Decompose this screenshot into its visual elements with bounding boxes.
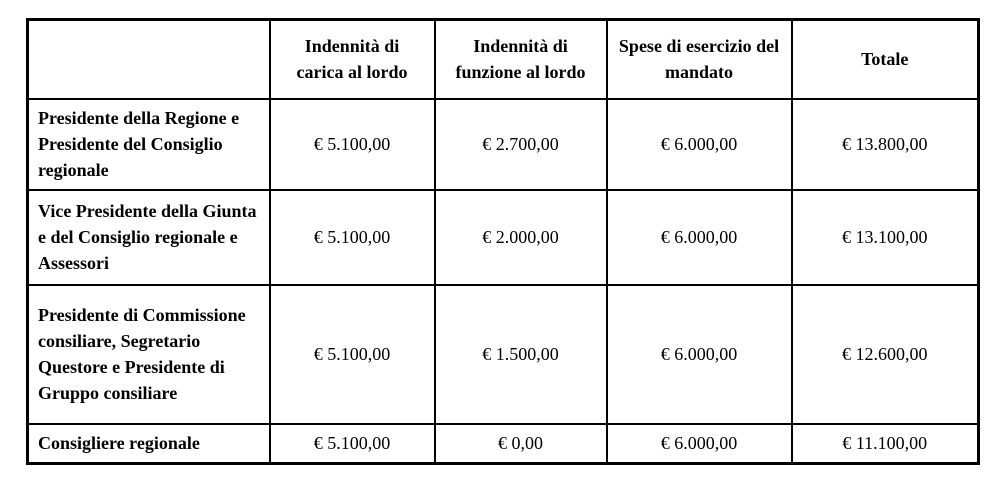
table-row-presidente-commissione [28,285,979,424]
cell-totale: € 13.800,00 [792,99,979,190]
table-row-vice-presidente [28,190,979,285]
column-header-empty [28,20,270,99]
cell-indennita-funzione: € 0,00 [435,424,607,464]
cell-indennita-funzione: € 2.700,00 [435,99,607,190]
table-row-presidente-regione [28,99,979,190]
cell-spese-esercizio: € 6.000,00 [607,190,792,285]
column-header-indennita-carica: Indennità di carica al lordo [270,20,435,99]
column-header-spese-esercizio: Spese di esercizio del mandato [607,20,792,99]
cell-spese-esercizio: € 6.000,00 [607,424,792,464]
column-header-indennita-funzione: Indennità di funzione al lordo [435,20,607,99]
table-row-consigliere-regionale [28,424,979,464]
cell-spese-esercizio: € 6.000,00 [607,99,792,190]
cell-totale: € 13.100,00 [792,190,979,285]
row-label: Presidente della Regione e Presidente del Consiglio regionale [28,99,270,190]
cell-indennita-carica: € 5.100,00 [270,285,435,424]
cell-totale: € 11.100,00 [792,424,979,464]
column-header-totale: Totale [792,20,979,99]
indennita-table [26,18,980,465]
row-label: Consigliere regionale [28,424,270,464]
table-header-row [28,20,979,99]
row-label: Vice Presidente della Giunta e del Consiglio regionale e Assessori [28,190,270,285]
cell-indennita-carica: € 5.100,00 [270,424,435,464]
row-label: Presidente di Commissione consiliare, Segretario Questore e Presidente di Gruppo consiliare [28,285,270,424]
cell-spese-esercizio: € 6.000,00 [607,285,792,424]
cell-indennita-carica: € 5.100,00 [270,190,435,285]
cell-indennita-carica: € 5.100,00 [270,99,435,190]
cell-indennita-funzione: € 1.500,00 [435,285,607,424]
cell-totale: € 12.600,00 [792,285,979,424]
cell-indennita-funzione: € 2.000,00 [435,190,607,285]
